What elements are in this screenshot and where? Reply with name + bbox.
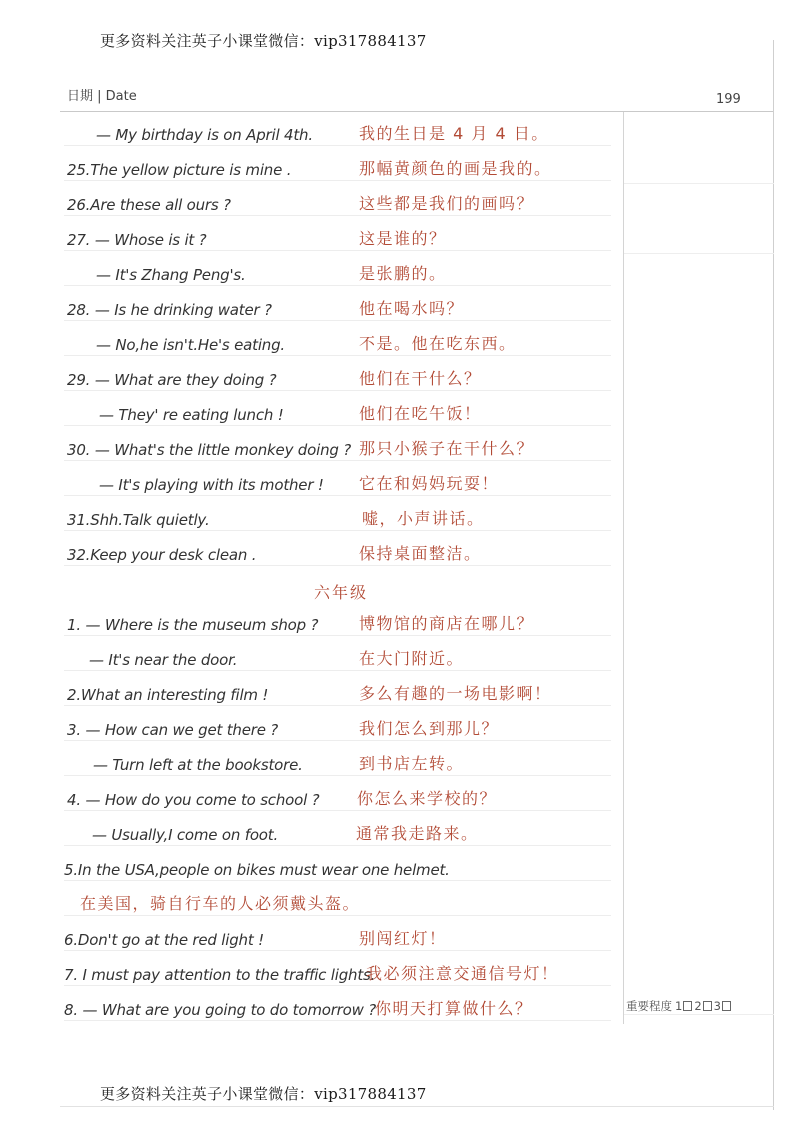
sentence-row	[0, 676, 623, 710]
watermark-bottom: 更多资料关注英子小课堂微信：vip317884137	[100, 1085, 427, 1103]
sentence-row	[0, 641, 623, 675]
chinese-translation: 在美国，骑自行车的人必须戴头盔。	[80, 894, 361, 913]
chinese-translation: 他们在吃午饭！	[359, 404, 482, 423]
ruling	[64, 705, 611, 706]
ruling	[64, 180, 611, 181]
ruling	[64, 985, 611, 986]
chinese-translation: 那只小猴子在干什么？	[359, 439, 535, 458]
importance-level-1: 1	[675, 999, 683, 1013]
sentence-row	[0, 816, 623, 850]
ruling	[64, 145, 611, 146]
sentence-row	[0, 536, 623, 570]
date-label: 日期 | Date	[67, 89, 137, 104]
ruling	[64, 950, 611, 951]
importance-level-2: 2	[694, 999, 702, 1013]
sentence-row	[0, 361, 623, 395]
chinese-translation: 这些都是我们的画吗？	[359, 194, 535, 213]
watermark-top: 更多资料关注英子小课堂微信：vip317884137	[100, 32, 427, 50]
ruling	[64, 565, 611, 566]
ruling	[64, 425, 611, 426]
chinese-translation: 那幅黄颜色的画是我的。	[359, 159, 552, 178]
chinese-translation: 通常我走路来。	[356, 824, 479, 843]
chinese-translation: 多么有趣的一场电影啊！	[359, 684, 552, 703]
english-sentence: 28. — Is he drinking water ?	[67, 301, 272, 319]
sentence-row	[0, 921, 623, 955]
english-sentence: 8. — What are you going to do tomorrow ?	[64, 1001, 377, 1019]
english-sentence: — Turn left at the bookstore.	[93, 756, 303, 774]
ruling	[64, 635, 611, 636]
sentence-row	[0, 851, 623, 885]
chinese-translation: 我们怎么到那儿？	[359, 719, 500, 738]
sentence-row	[0, 501, 623, 535]
sentence-row	[0, 186, 623, 220]
chinese-translation: 是张鹏的。	[359, 264, 447, 283]
sentence-row	[0, 886, 623, 920]
sentence-row	[0, 431, 623, 465]
english-sentence: 3. — How can we get there ?	[67, 721, 279, 739]
chinese-translation: 不是。他在吃东西。	[359, 334, 517, 353]
chinese-translation: 这是谁的？	[359, 229, 447, 248]
english-sentence: 29. — What are they doing ?	[67, 371, 277, 389]
english-sentence: 31.Shh.Talk quietly.	[67, 511, 210, 529]
english-sentence: 25.The yellow picture is mine .	[67, 161, 292, 179]
ruling	[64, 810, 611, 811]
sentence-row	[0, 781, 623, 815]
chinese-translation: 我必须注意交通信号灯！	[366, 964, 559, 983]
chinese-translation: 他们在干什么？	[359, 369, 482, 388]
english-sentence: 30. — What's the little monkey doing ?	[67, 441, 352, 459]
ruling	[64, 740, 611, 741]
sentence-row	[0, 991, 623, 1025]
english-sentence: 7. I must pay attention to the traffic lights.	[64, 966, 376, 984]
sentence-row	[0, 466, 623, 500]
ruling	[64, 460, 611, 461]
sentence-row	[0, 256, 623, 290]
sentence-row	[0, 606, 623, 640]
ruling	[64, 530, 611, 531]
sentence-row	[0, 746, 623, 780]
ruling	[64, 845, 611, 846]
english-sentence: — Usually,I come on foot.	[92, 826, 279, 844]
chinese-translation: 你明天打算做什么？	[375, 999, 533, 1018]
chinese-translation: 别闯红灯！	[359, 929, 447, 948]
ruling	[64, 1020, 611, 1021]
chinese-translation: 他在喝水吗？	[359, 299, 465, 318]
sentence-row	[0, 396, 623, 430]
sentence-row	[0, 116, 623, 150]
ruling	[64, 775, 611, 776]
ruling	[64, 215, 611, 216]
english-sentence: 1. — Where is the museum shop ?	[67, 616, 319, 634]
chinese-translation: 在大门附近。	[359, 649, 465, 668]
page-number: 199	[716, 92, 741, 107]
english-sentence: 26.Are these all ours ?	[67, 196, 231, 214]
english-sentence: 27. — Whose is it ?	[67, 231, 207, 249]
sentence-row	[0, 956, 623, 990]
sentence-row	[0, 711, 623, 745]
sentence-row	[0, 221, 623, 255]
english-sentence: — It's playing with its mother !	[99, 476, 324, 494]
ruling	[64, 320, 611, 321]
chinese-translation: 它在和妈妈玩耍！	[359, 474, 500, 493]
chinese-translation: 我的生日是 4 月 4 日。	[359, 124, 549, 143]
english-sentence: — My birthday is on April 4th.	[96, 126, 313, 144]
chinese-translation: 到书店左转。	[359, 754, 465, 773]
english-sentence: 4. — How do you come to school ?	[67, 791, 320, 809]
ruling	[64, 495, 611, 496]
ruling	[64, 355, 611, 356]
ruling	[64, 915, 611, 916]
english-sentence: — It's Zhang Peng's.	[96, 266, 246, 284]
english-sentence: 5.In the USA,people on bikes must wear one helmet.	[64, 861, 450, 879]
ruling	[64, 250, 611, 251]
ruling	[64, 880, 611, 881]
english-sentence: — It's near the door.	[89, 651, 238, 669]
english-sentence: 2.What an interesting film !	[67, 686, 269, 704]
chinese-translation: 保持桌面整洁。	[359, 544, 482, 563]
english-sentence: 32.Keep your desk clean .	[67, 546, 257, 564]
ruling	[64, 285, 611, 286]
sentence-row	[0, 291, 623, 325]
english-sentence: — No,he isn't.He's eating.	[96, 336, 285, 354]
ruling	[64, 670, 611, 671]
ruling	[64, 390, 611, 391]
importance-level-3: 3	[713, 999, 721, 1013]
section-heading-grade-six: 六年级	[314, 583, 369, 602]
chinese-translation: 嘘，小声讲话。	[362, 509, 485, 528]
importance-label: 重要程度	[626, 999, 672, 1013]
english-sentence: 6.Don't go at the red light !	[64, 931, 264, 949]
sentence-row	[0, 326, 623, 360]
english-sentence: — They' re eating lunch !	[99, 406, 284, 424]
sentence-row	[0, 151, 623, 185]
chinese-translation: 博物馆的商店在哪儿？	[359, 614, 535, 633]
chinese-translation: 你怎么来学校的？	[357, 789, 498, 808]
